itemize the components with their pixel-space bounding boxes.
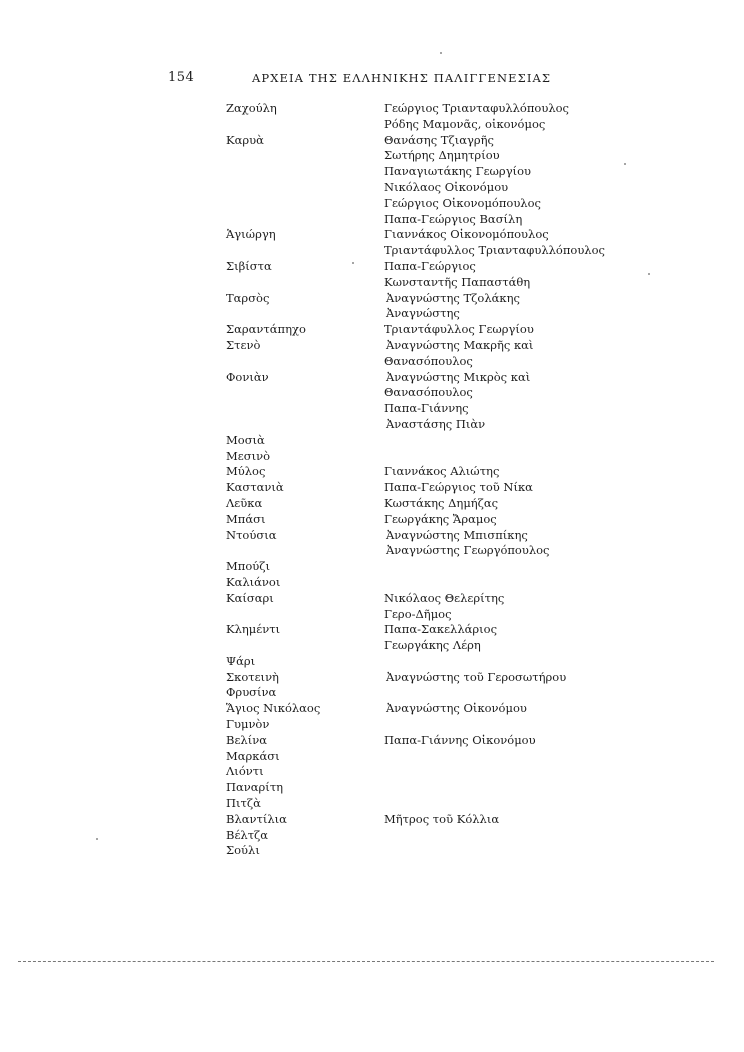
person-name: Νικόλαος Θελερίτης xyxy=(384,590,505,605)
person-name: Ἀναστάσης Πιὰν xyxy=(386,416,486,431)
person-name: Τριαντάφυλλος Γεωργίου xyxy=(384,322,534,337)
place-name: Καλιάνοι xyxy=(226,574,281,589)
place-name: Σιβίστα xyxy=(226,258,272,273)
place-name: Μπάσι xyxy=(226,511,266,526)
place-name: Βέλτζα xyxy=(226,827,269,842)
place-name: Στενὸ xyxy=(226,337,261,352)
page-number: 154 xyxy=(168,70,195,85)
place-name: Μαρκάσι xyxy=(226,748,280,763)
person-name: Θανασόπουλος xyxy=(384,385,473,400)
person-name: Γερο-Δῆμος xyxy=(384,606,452,621)
person-name: Ἀναγνώστης τοῦ Γεροσωτήρου xyxy=(386,669,567,684)
place-name: Σκοτεινὴ xyxy=(226,669,279,684)
place-name xyxy=(226,243,320,259)
place-name: Λιόντι xyxy=(226,764,264,779)
place-name: Παναρίτη xyxy=(226,780,284,795)
person-name xyxy=(384,654,605,670)
place-name: Μπούζι xyxy=(226,559,270,574)
place-name: Ντούσια xyxy=(226,527,277,542)
place-name: Μύλος xyxy=(226,464,266,479)
person-name xyxy=(384,717,605,733)
place-name xyxy=(226,354,320,370)
page-header xyxy=(0,70,744,90)
person-name: Θανάσης Τζιαγρῆς xyxy=(384,132,494,147)
footer-rule xyxy=(18,961,714,962)
person-name: Γεώργιος Τριανταφυλλόπουλος xyxy=(384,101,569,115)
place-name: Σούλι xyxy=(226,843,260,858)
person-name xyxy=(384,764,605,780)
place-name xyxy=(226,401,320,417)
person-name: Γιαννάκος Οἰκονομόπουλος xyxy=(384,227,549,242)
scan-speck xyxy=(648,273,650,275)
person-name: Παπα-Γεώργιος Βασίλη xyxy=(384,211,523,226)
person-name: Γεωργάκης Λέρη xyxy=(384,638,481,653)
place-name: Καίσαρι xyxy=(226,590,274,605)
person-name: Ἀναγνώστης Μικρὸς καὶ xyxy=(386,369,531,384)
place-name-column xyxy=(226,101,320,859)
person-name: Τριαντάφυλλος Τριανταφυλλόπουλος xyxy=(384,243,605,258)
place-name: Βλαντίλια xyxy=(226,811,287,826)
place-name: Λεῦκα xyxy=(226,495,263,510)
place-name: Ἁγιώργη xyxy=(226,227,276,242)
person-name: Παπα-Γιάννης Οἰκονόμου xyxy=(384,732,536,747)
person-name: Κωστάκης Δημήζας xyxy=(384,495,499,510)
place-name: Φονιὰν xyxy=(226,369,269,384)
place-name xyxy=(226,275,320,291)
place-name xyxy=(226,196,320,212)
person-name: Παπα-Γιάννης xyxy=(384,401,469,416)
person-name: Ἀναγνώστης Τζολάκης xyxy=(386,290,520,305)
scan-speck xyxy=(624,163,626,165)
place-name: Μεσινὸ xyxy=(226,448,271,463)
running-title: ΑΡΧΕΙΑ ΤΗΣ ΕΛΛΗΝΙΚΗΣ ΠΑΛΙΓΓΕΝΕΣΙΑΣ xyxy=(252,71,552,85)
person-name xyxy=(384,843,605,859)
person-name xyxy=(384,828,605,844)
place-name: Καστανιὰ xyxy=(226,480,284,495)
person-name: Ἀναγνώστης Οἰκονόμου xyxy=(386,701,527,716)
place-name: Πιτζὰ xyxy=(226,796,261,811)
person-name: Γεώργιος Οἰκονομόπουλος xyxy=(384,195,541,210)
person-name: Ἀναγνώστης Μακρῆς καὶ xyxy=(386,337,534,352)
person-name: Νικόλαος Οἰκονόμου xyxy=(384,179,509,194)
place-name: Κλημέντι xyxy=(226,622,281,637)
person-name: Γιαννάκος Αλιώτης xyxy=(384,464,500,479)
person-name xyxy=(384,780,605,796)
person-name: Γεωργάκης Ἄραμος xyxy=(384,511,497,526)
scan-speck xyxy=(440,52,442,54)
person-name xyxy=(384,559,605,575)
person-name: Μῆτρος τοῦ Κόλλια xyxy=(384,811,500,826)
place-name: Μοσιὰ xyxy=(226,432,265,447)
place-name xyxy=(226,638,320,654)
person-name: Θανασόπουλος xyxy=(384,353,473,368)
person-name: Ἀναγνώστης Μπισπίκης xyxy=(386,527,528,542)
person-name: Ἀναγνώστης xyxy=(386,306,460,321)
place-name: Ἅγιος Νικόλαος xyxy=(226,701,321,716)
scan-speck xyxy=(96,838,98,840)
place-name: Σαραντάπηχο xyxy=(226,322,306,337)
person-name-column xyxy=(384,101,605,859)
person-name xyxy=(384,449,605,465)
person-name xyxy=(384,796,605,812)
person-name: Παπα-Γεώργιος xyxy=(384,258,476,273)
place-name xyxy=(226,543,320,559)
person-name: Παναγιωτάκης Γεωργίου xyxy=(384,164,531,179)
place-name xyxy=(226,607,320,623)
place-name: Καρυὰ xyxy=(226,132,264,147)
place-name: Γυμνὸν xyxy=(226,717,270,732)
place-name xyxy=(226,117,320,133)
place-name xyxy=(226,180,320,196)
person-name xyxy=(384,749,605,765)
place-name: Φρυσίνα xyxy=(226,685,277,700)
person-name: Παπα-Σακελλάριος xyxy=(384,622,498,637)
person-name: Ἀναγνώστης Γεωργόπουλος xyxy=(386,543,550,558)
person-name: Παπα-Γεώργιος τοῦ Νίκα xyxy=(384,480,533,495)
person-name: Ρόδης Μαμονᾶς, οἰκονόμος xyxy=(384,116,546,131)
place-name: Ζαχούλη xyxy=(226,101,277,115)
person-name xyxy=(384,575,605,591)
scan-speck xyxy=(352,262,354,264)
place-name xyxy=(226,385,320,401)
place-name xyxy=(226,148,320,164)
place-name: Βελίνα xyxy=(226,732,267,747)
place-name xyxy=(226,306,320,322)
place-name xyxy=(226,212,320,228)
person-name xyxy=(384,433,605,449)
person-name: Σωτήρης Δημητρίου xyxy=(384,148,500,163)
place-name: Ψάρι xyxy=(226,653,256,668)
place-name xyxy=(226,417,320,433)
person-name xyxy=(384,685,605,701)
place-name xyxy=(226,164,320,180)
person-name: Κωνσταντῆς Παπαστάθη xyxy=(384,274,531,289)
place-name: Ταρσὸς xyxy=(226,290,270,305)
